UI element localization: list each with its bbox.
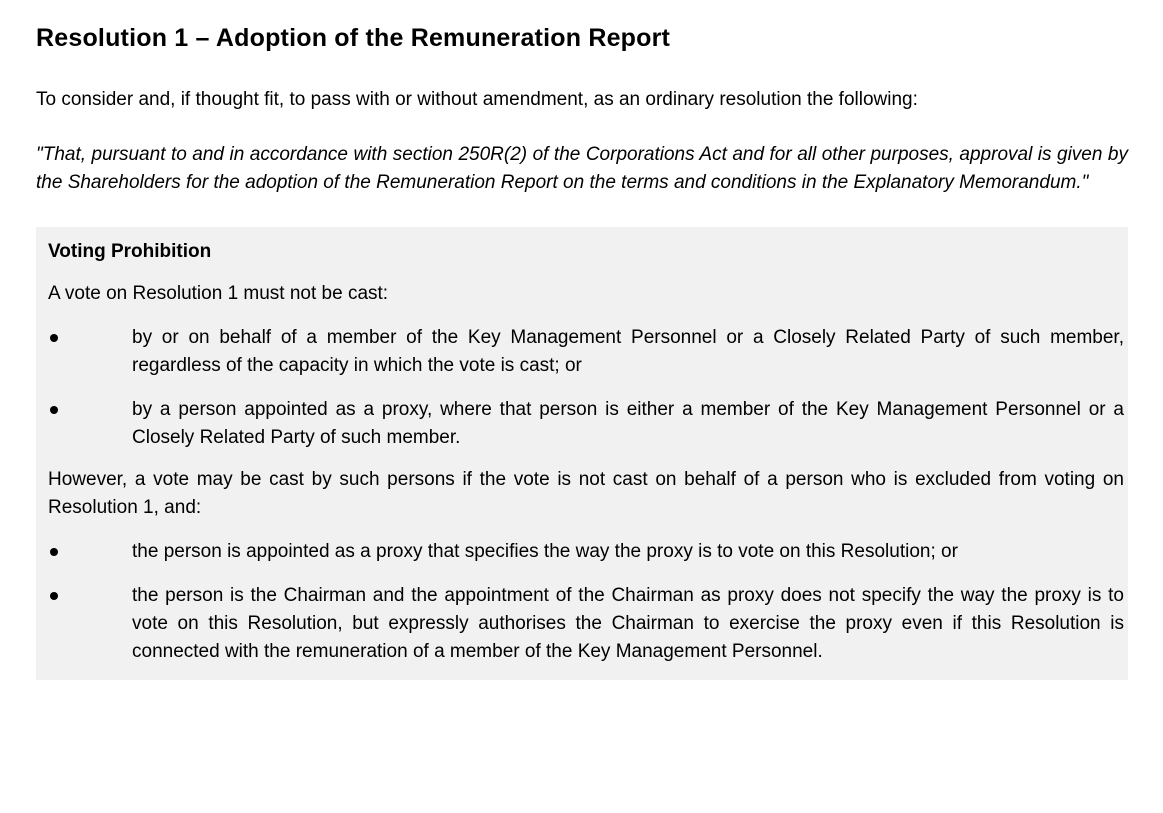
- intro-paragraph: To consider and, if thought fit, to pass with or without amendment, as an ordinary resolution the following:: [36, 89, 918, 110]
- voting-box-intro: A vote on Resolution 1 must not be cast:: [48, 283, 389, 304]
- exception-paragraph: However, a vote may be cast by such persons if the vote is not cast on behalf of a person who is excluded from voting on Resolution 1, and:: [48, 469, 1124, 518]
- document-content: [36, 23, 1128, 680]
- voting-box-heading: Voting Prohibition: [48, 241, 212, 262]
- list-item: [48, 538, 1124, 566]
- bullet-icon: [50, 334, 58, 342]
- list-item-text: by a person appointed as a proxy, where that person is either a member of the Key Management Personnel or a Closely Related Party of such member.: [132, 399, 1124, 448]
- bullet-icon: [50, 406, 58, 414]
- list-item: [48, 324, 1124, 380]
- resolution-quote: "That, pursuant to and in accordance with section 250R(2) of the Corporations Act and for all other purposes, approval is given by the Shareholders for the adoption of the Remuneration Report on the terms and conditions in the Explanatory Memorandum.": [36, 144, 1128, 193]
- bullet-icon: [50, 548, 58, 556]
- page-title: Resolution 1 – Adoption of the Remuneration Report: [36, 24, 671, 52]
- list-item: [48, 582, 1124, 666]
- list-item-text: the person is appointed as a proxy that specifies the way the proxy is to vote on this Resolution; or: [132, 541, 958, 562]
- list-item-text: the person is the Chairman and the appointment of the Chairman as proxy does not specify the way the proxy is to vote on this Resolution, but expressly authorises the Chairman to exercise the proxy even if this Resolution is connected with the remuneration of a member of the Key Management Personnel.: [132, 585, 1124, 662]
- voting-prohibition-box: [36, 227, 1128, 680]
- list-item: [48, 396, 1124, 452]
- exception-list: [48, 538, 1124, 666]
- prohibition-list: [48, 324, 1124, 452]
- bullet-icon: [50, 592, 58, 600]
- list-item-text: by or on behalf of a member of the Key Management Personnel or a Closely Related Party of such member, regardless of the capacity in which the vote is cast; or: [132, 327, 1124, 376]
